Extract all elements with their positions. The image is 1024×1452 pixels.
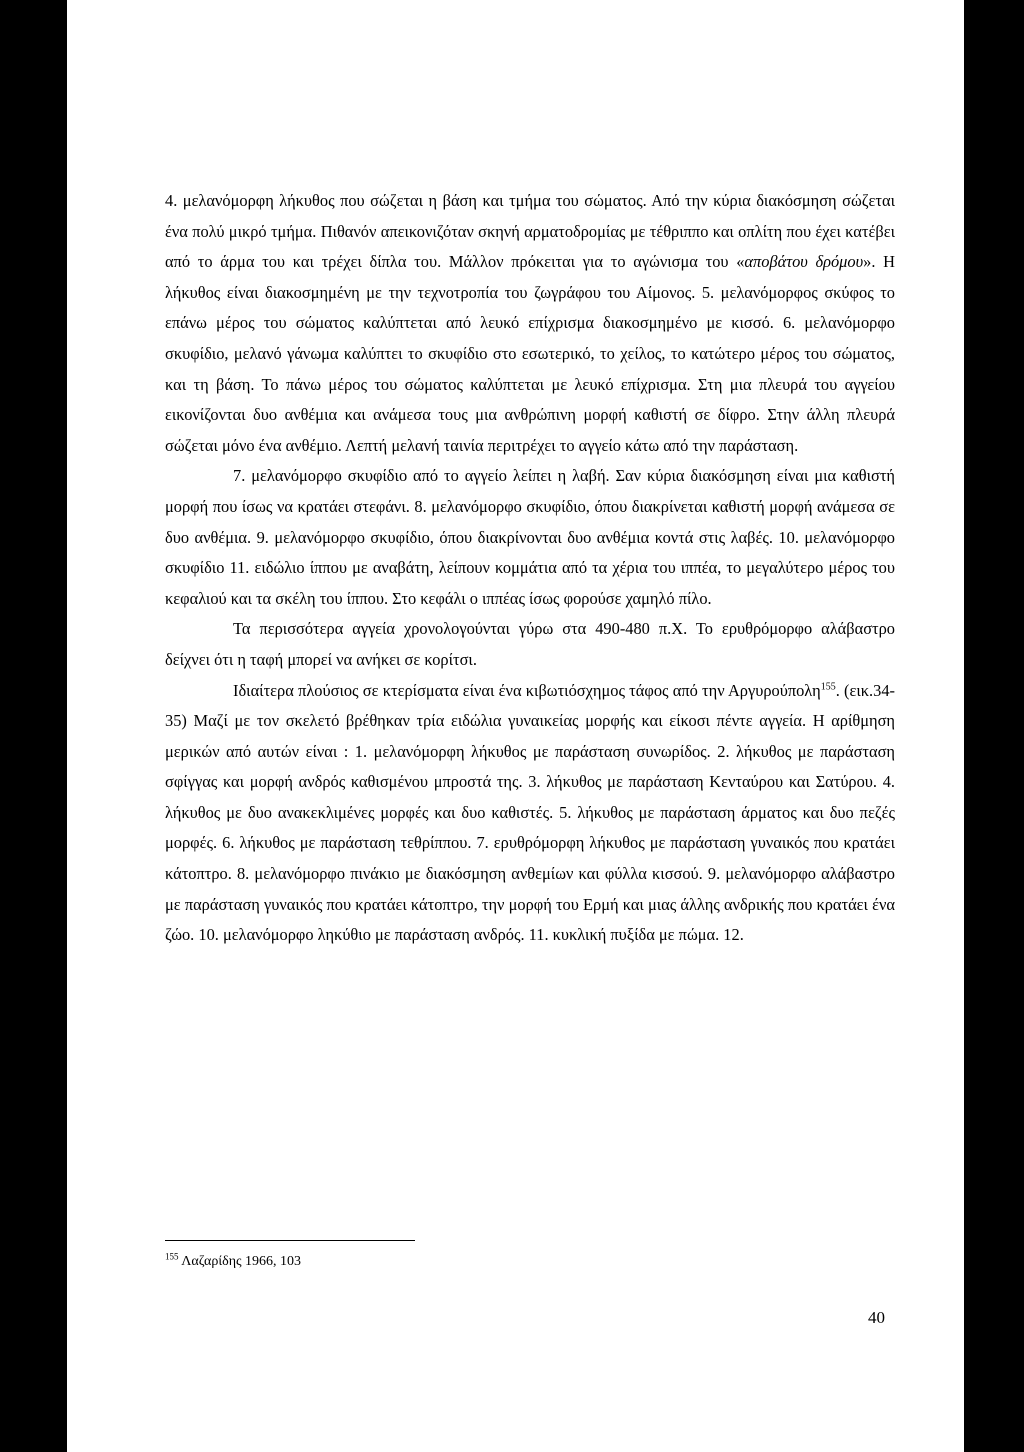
body-text xyxy=(165,186,895,951)
footnote-number: 155 xyxy=(165,1251,179,1262)
paragraph-text: 4. μελανόμορφη λήκυθος που σώζεται η βάση και τμήμα του σώματος. Από την κύρια διακόσμηση σώζεται ένα πολύ μικρό τμήμα. Πιθανόν απεικονιζόταν σκηνή αρματοδρομίας με τέθριππο και οπλίτη που έχει κατέβει από το άρμα του και τρέχει δίπλα του. Μάλλον πρόκειται για το αγώνισμα του « xyxy=(165,191,895,272)
paragraph-argyroupoli-tomb xyxy=(165,676,895,951)
footnote-separator xyxy=(165,1240,415,1241)
page-number: 40 xyxy=(868,1308,885,1327)
footnote xyxy=(165,1252,301,1272)
paragraph-dating: Τα περισσότερα αγγεία χρονολογούνται γύρω στα 490-480 π.Χ. Το ερυθρόμορφο αλάβαστρο δείχνει ότι η ταφή μπορεί να ανήκει σε κορίτσι. xyxy=(165,619,895,669)
paragraph-text: Ιδιαίτερα πλούσιος σε κτερίσματα είναι ένα κιβωτιόσχημος τάφος από την Αργυρούπολη xyxy=(233,680,821,700)
paragraph-vessels-4-6 xyxy=(165,186,895,461)
paragraph-vessels-7-11: 7. μελανόμορφο σκυφίδιο από το αγγείο λείπει η λαβή. Σαν κύρια διακόσμηση είναι μια καθιστή μορφή που ίσως να κρατάει στεφάνι. 8. μελανόμορφο σκυφίδιο, όπου διακρίνεται καθιστή μορφή ανάμεσα σε δυο ανθέμια. 9. μελανόμορφο σκυφίδιο, όπου διακρίνονται δυο ανθέμια κοντά στις λαβές. 10. μελανόμορφο σκυφίδιο 11. ειδώλιο ίππου με αναβάτη, λείπουν κομμάτια από τα χέρια του ιππέα, το μεγαλύτερο μέρος του κεφαλιού και τα σκέλη του ίππου. Στο κεφάλι ο ιππέας ίσως φορούσε χαμηλό πίλο. xyxy=(165,466,895,608)
footnote-reference[interactable]: 155 xyxy=(820,681,836,693)
paragraph-text: ». Η λήκυθος είναι διακοσμημένη με την τεχνοτροπία του ζωγράφου του Αίμονος. 5. μελανόμορφος σκύφος το επάνω μέρος του σώματος καλύπτεται από λευκό επίχρισμα διακοσμημένο με κισσό. 6. μελανόμορφο σκυφίδιο, μελανό γάνωμα καλύπτει το σκυφίδιο στο εσωτερικό, το χείλος, το κατώτερο μέρος του σώματος, και τη βάση. Το πάνω μέρος του σώματος καλύπτεται με λευκό επίχρισμα. Στη μια πλευρά του αγγείου εικονίζονται δυο ανθέμια και ανάμεσα τους μια ανθρώπινη μορφή καθιστή σε δίφρο. Στην άλλη πλευρά σώζεται μόνο ένα ανθέμιο. Λεπτή μελανή ταινία περιτρέχει το αγγείο κάτω από την παράσταση. xyxy=(165,252,895,455)
paragraph-text: . (εικ.34-35) Μαζί με τον σκελετό βρέθηκαν τρία ειδώλια γυναικείας μορφής και είκοσι πέντε αγγεία. Η αρίθμηση μερικών από αυτών είναι : 1. μελανόμορφη λήκυθος με παράσταση συνωρίδος. 2. λήκυθος με παράσταση σφίγγας και μορφή ανδρός καθισμένου μπροστά της. 3. λήκυθος με παράσταση Κενταύρου και Σατύρου. 4. λήκυθος με δυο ανακεκλιμένες μορφές και δυο καθιστές. 5. λήκυθος με παράσταση άρματος και δυο πεζές μορφές. 6. λήκυθος με παράσταση τεθρίππου. 7. ερυθρόμορφη λήκυθος με παράσταση γυναικός που κρατάει κάτοπτρο. 8. μελανόμορφο πινάκιο με διακόσμηση ανθεμίων και φύλλα κισσού. 9. μελανόμορφο αλάβαστρο με παράσταση γυναικός που κρατάει κάτοπτρο, την μορφή του Ερμή και μιας άλλης ανδρικής που κρατάει ένα ζώο. 10. μελανόμορφο ληκύθιο με παράσταση ανδρός. 11. κυκλική πυξίδα με πώμα. 12. xyxy=(165,680,895,945)
footnote-text: Λαζαρίδης 1966, 103 xyxy=(178,1254,302,1269)
italic-term: αποβάτου δρόμου xyxy=(744,252,864,272)
